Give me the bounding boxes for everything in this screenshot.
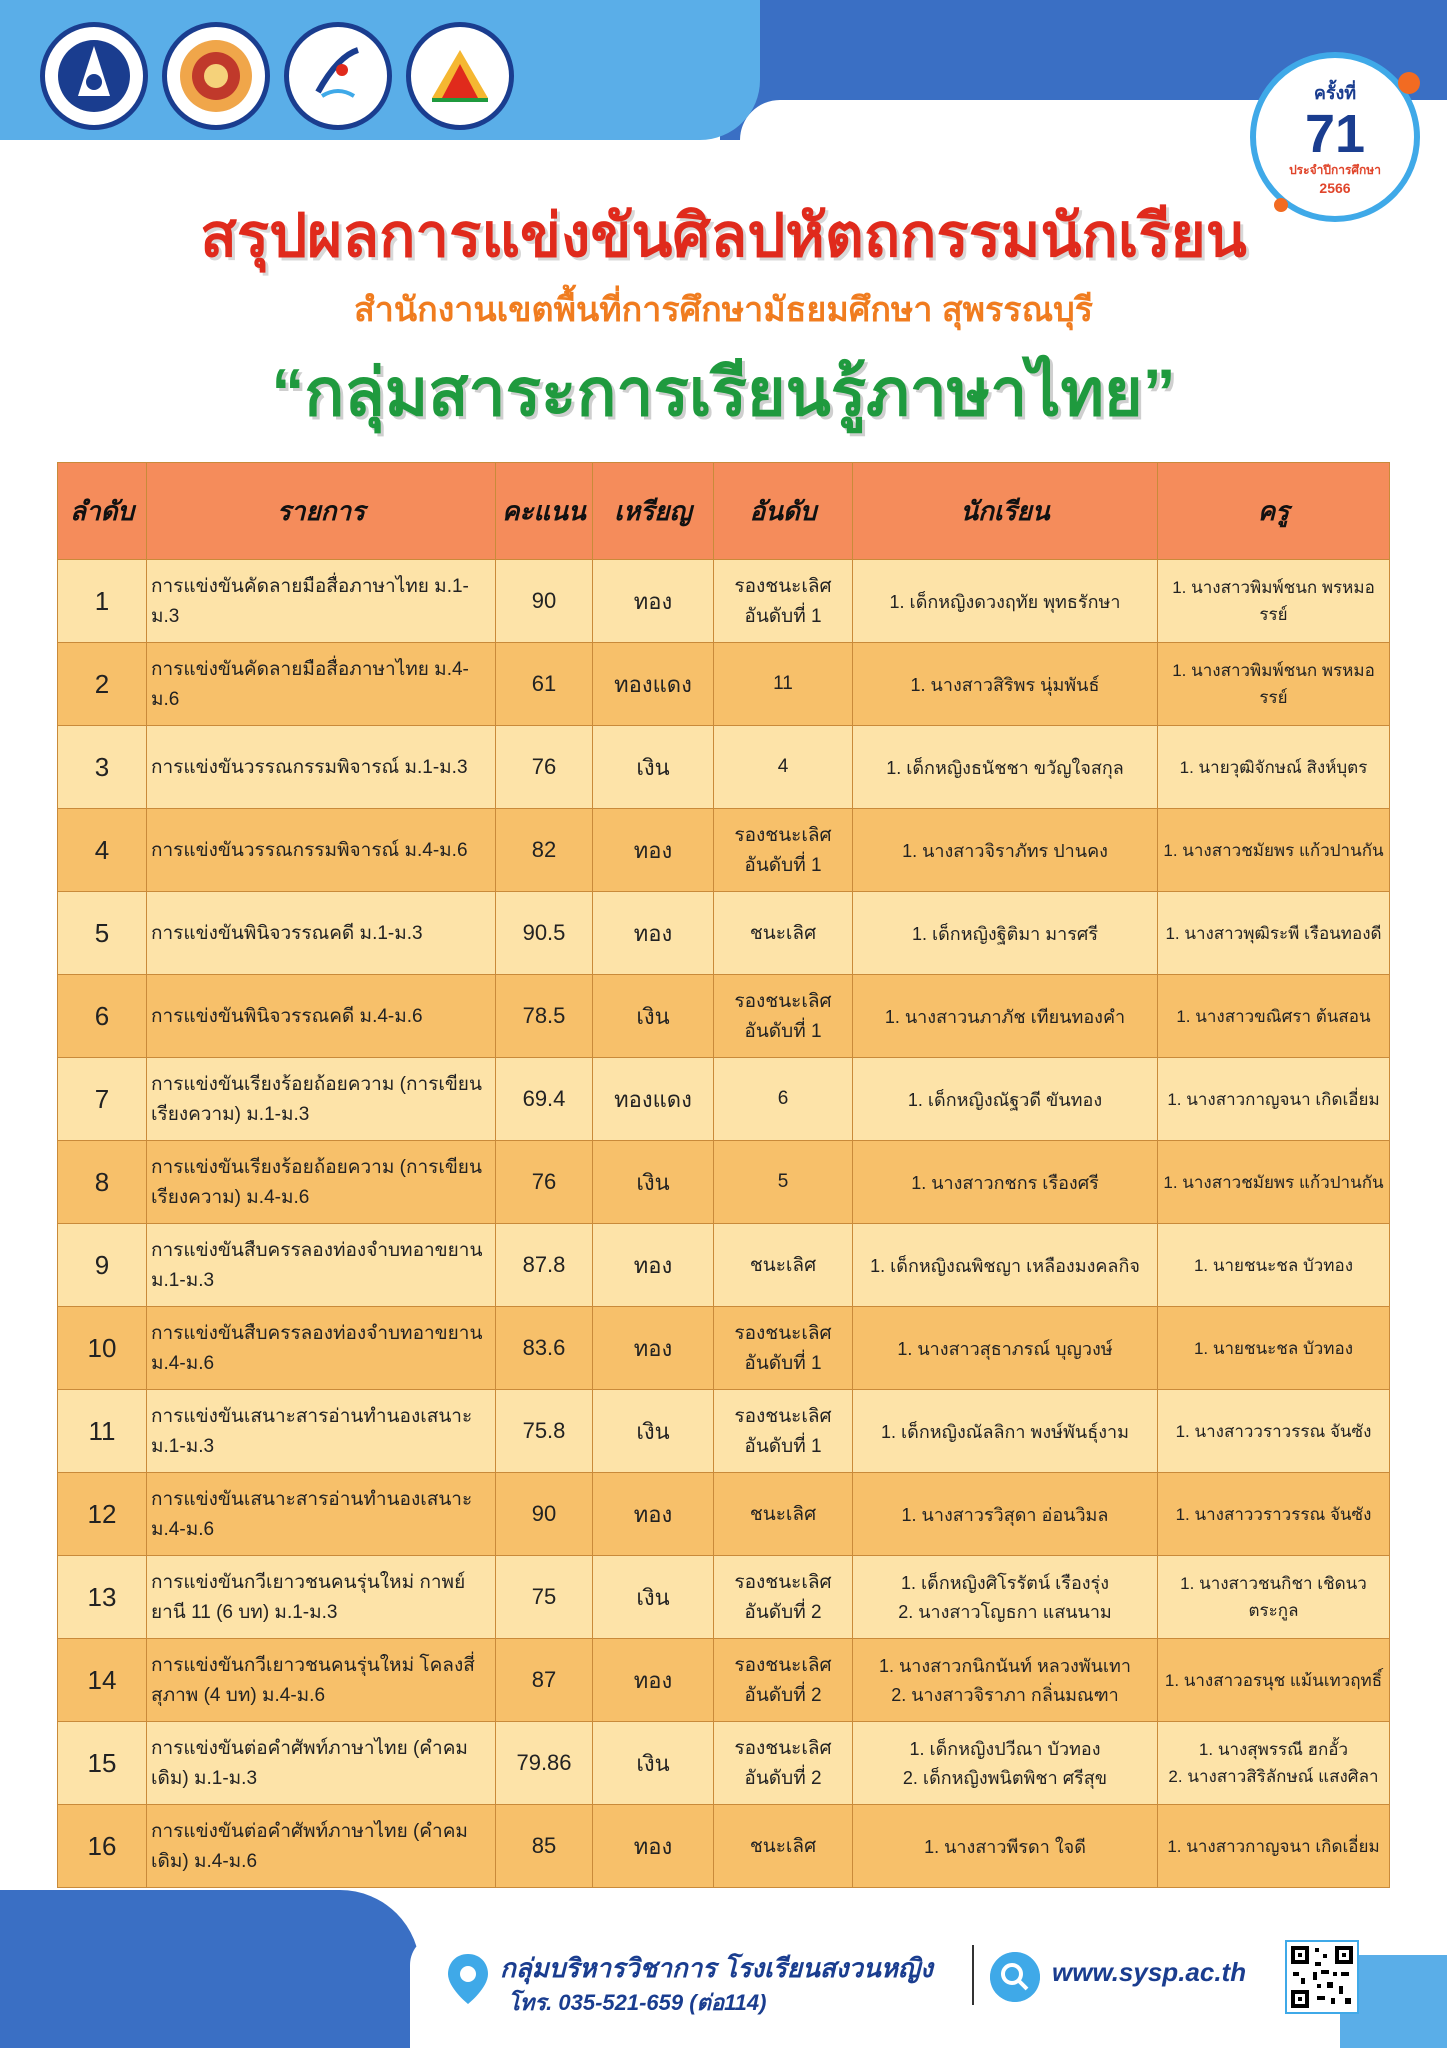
table-header-row [58,463,1390,560]
subject-group-title: “กลุ่มสาระการเรียนรู้ภาษาไทย” [271,355,1176,429]
col-header-medal: เหรียญ [593,463,714,560]
suphanburi-emblem-icon [298,36,378,116]
cell-student [853,1141,1158,1224]
cell-teacher [1158,1722,1390,1805]
cell-medal: เงิน [593,1390,714,1473]
cell-rank-line: รองชนะเลิศ [734,576,832,597]
results-table [57,462,1390,1888]
arts-fair-emblem-icon [420,36,500,116]
cell-teacher-line: 1. นางสาวพุฒิระพี เรือนทองดี [1165,923,1382,943]
cell-student-line: 1. นางสาวสิริพร นุ่มพันธ์ [910,674,1100,695]
col-header-student: นักเรียน [853,463,1158,560]
cell-rank-line: อันดับที่ 2 [744,1768,822,1789]
cell-student-line: 1. นางสาวกนิกนันท์ หลวงพันเทา [878,1656,1132,1676]
footer-telephone: โทร. 035-521-659 (ต่อ114) [508,1990,767,2015]
cell-score: 69.4 [496,1058,593,1141]
cell-teacher-line: 1. นางสาวชมัยพร แก้วปานกัน [1163,840,1384,860]
cell-rank [714,975,853,1058]
cell-teacher-line: 1. นางสาวกาญจนา เกิดเอี่ยม [1167,1836,1380,1856]
cell-teacher-line: 1. นางสาววราวรรณ จันซัง [1175,1504,1372,1524]
cell-medal: เงิน [593,1722,714,1805]
cell-score: 82 [496,809,593,892]
cell-score: 78.5 [496,975,593,1058]
cell-item: การแข่งขันต่อคำศัพท์ภาษาไทย (คำคมเดิม) ม.4-ม.6 [147,1805,496,1888]
cell-score: 75 [496,1556,593,1639]
cell-score: 90 [496,1473,593,1556]
cell-student-line: 1. นางสาวนภาภัช เทียนทองคำ [884,1006,1126,1027]
cell-rank [714,643,853,726]
cell-rank-line: ชนะเลิศ [749,1255,817,1276]
cell-no: 16 [58,1805,147,1888]
footer-website-link[interactable]: www.sysp.ac.th [1052,1957,1247,1987]
cell-rank [714,1805,853,1888]
table-row [58,1473,1390,1556]
cell-rank-line: 5 [777,1171,789,1192]
cell-teacher [1158,560,1390,643]
cell-rank-line: รองชนะเลิศ [734,1572,832,1593]
cell-teacher [1158,1805,1390,1888]
cell-rank-line: อันดับที่ 1 [744,1436,822,1457]
cell-item: การแข่งขันเสนาะสารอ่านทำนองเสนาะ ม.1-ม.3 [147,1390,496,1473]
cell-score: 90 [496,560,593,643]
badge-subtitle: ประจำปีการศึกษา [1289,163,1381,177]
cell-score: 79.86 [496,1722,593,1805]
cell-score: 90.5 [496,892,593,975]
cell-student [853,643,1158,726]
cell-rank-line: รองชนะเลิศ [734,1738,832,1759]
cell-student [853,1722,1158,1805]
cell-item: การแข่งขันเรียงร้อยถ้อยความ (การเขียนเรียงความ) ม.4-ม.6 [147,1141,496,1224]
cell-rank-line: ชนะเลิศ [749,1504,817,1525]
table-row [58,1224,1390,1307]
cell-no: 10 [58,1307,147,1390]
cell-score: 87.8 [496,1224,593,1307]
cell-rank-line: รองชนะเลิศ [734,1323,832,1344]
cell-student-line: 1. เด็กหญิงณัฐวดี ขันทอง [907,1089,1103,1110]
cell-medal: ทอง [593,1473,714,1556]
cell-score: 85 [496,1805,593,1888]
cell-rank-line: 6 [777,1088,789,1109]
cell-medal: ทองแดง [593,643,714,726]
col-header-rank: อันดับ [714,463,853,560]
cell-score: 75.8 [496,1390,593,1473]
cell-student [853,975,1158,1058]
cell-student-line: 1. นางสาวพีรดา ใจดี [924,1836,1086,1857]
table-row [58,1390,1390,1473]
location-pin-icon [440,1950,496,2006]
cell-student [853,892,1158,975]
cell-medal: ทอง [593,1224,714,1307]
table-row [58,726,1390,809]
cell-student-line: 1. เด็กหญิงณพิชญา เหลืองมงคลกิจ [870,1255,1140,1276]
cell-no: 11 [58,1390,147,1473]
cell-no: 9 [58,1224,147,1307]
cell-score: 83.6 [496,1307,593,1390]
cell-no: 2 [58,643,147,726]
cell-student-line: 1. เด็กหญิงณัลลิกา พงษ์พันธุ์งาม [881,1421,1129,1442]
cell-item: การแข่งขันเสนาะสารอ่านทำนองเสนาะ ม.4-ม.6 [147,1473,496,1556]
cell-medal: เงิน [593,726,714,809]
footer-separator [972,1945,974,2005]
cell-student-line: 2. เด็กหญิงพนิตพิชา ศรีสุข [902,1768,1108,1788]
cell-teacher [1158,1224,1390,1307]
cell-rank-line: อันดับที่ 2 [744,1685,822,1706]
cell-no: 14 [58,1639,147,1722]
cell-student-line: 1. นางสาวสุธาภรณ์ บุญวงษ์ [897,1338,1113,1359]
cell-rank-line: อันดับที่ 2 [744,1602,822,1623]
cell-item: การแข่งขันวรรณกรรมพิจารณ์ ม.4-ม.6 [147,809,496,892]
obec-emblem-icon [176,36,256,116]
cell-item: การแข่งขันสืบครรลองท่องจำบทอาขยาน ม.1-ม.3 [147,1224,496,1307]
cell-rank [714,1639,853,1722]
cell-rank [714,1058,853,1141]
cell-student [853,1556,1158,1639]
table-row [58,809,1390,892]
table-row [58,975,1390,1058]
cell-teacher-line: 1. นายวุฒิจักษณ์ สิงห์บุตร [1179,757,1368,777]
cell-teacher [1158,1473,1390,1556]
cell-medal: ทอง [593,892,714,975]
footer-band-left [0,1890,420,2048]
cell-rank [714,1722,853,1805]
cell-rank-line: รองชนะเลิศ [734,1406,832,1427]
cell-rank-line: ชนะเลิศ [749,923,817,944]
footer-organization: กลุ่มบริหารวิชาการ โรงเรียนสงวนหญิง [500,1953,933,1983]
cell-student-line: 1. เด็กหญิงดวงฤทัย พุทธรักษา [889,591,1121,612]
cell-medal: ทอง [593,1639,714,1722]
page-title: สรุปผลการแข่งขันศิลปหัตถกรรมนักเรียน [200,202,1247,269]
cell-student-line: 1. นางสาวรวิสุดา อ่อนวิมล [901,1504,1109,1525]
badge-dot-orange [1398,72,1420,94]
search-icon [990,1952,1040,2002]
cell-teacher-line: 1. นางสาวพิมพ์ชนก พรหมอรรย์ [1172,661,1375,707]
cell-teacher-line: 1. นางสาวชนกิชา เชิดนวตระกูล [1180,1574,1367,1620]
cell-medal: ทอง [593,1805,714,1888]
cell-no: 8 [58,1141,147,1224]
cell-rank [714,892,853,975]
cell-no: 1 [58,560,147,643]
table-row [58,1639,1390,1722]
cell-item: การแข่งขันวรรณกรรมพิจารณ์ ม.1-ม.3 [147,726,496,809]
logo-suphanburi [284,22,392,130]
cell-rank-line: 4 [777,756,789,777]
badge-number: 71 [1304,104,1366,164]
cell-teacher-line: 1. นางสาววราวรรณ จันซัง [1175,1421,1372,1441]
cell-teacher [1158,1556,1390,1639]
cell-teacher [1158,892,1390,975]
cell-student-line: 1. เด็กหญิงศิโรรัตน์ เรืองรุ่ง [900,1573,1110,1593]
cell-student [853,1058,1158,1141]
table-row [58,643,1390,726]
col-header-item: รายการ [147,463,496,560]
cell-item: การแข่งขันพินิจวรรณคดี ม.4-ม.6 [147,975,496,1058]
cell-rank-line: ชนะเลิศ [749,1836,817,1857]
cell-rank [714,1390,853,1473]
cell-student [853,560,1158,643]
cell-teacher [1158,975,1390,1058]
cell-no: 13 [58,1556,147,1639]
col-header-score: คะแนน [496,463,593,560]
cell-student [853,809,1158,892]
cell-student-line: 1. นางสาวกชกร เรืองศรี [911,1172,1099,1193]
cell-student-line: 1. เด็กหญิงฐิติมา มารศรี [911,923,1099,944]
cell-teacher-line: 1. นางสาวชมัยพร แก้วปานกัน [1163,1172,1384,1192]
cell-rank-line: อันดับที่ 1 [744,855,822,876]
cell-item: การแข่งขันพินิจวรรณคดี ม.1-ม.3 [147,892,496,975]
table-row [58,1141,1390,1224]
cell-medal: ทองแดง [593,1058,714,1141]
cell-teacher [1158,726,1390,809]
logo-row [40,22,514,130]
qr-code-icon [1285,1940,1359,2014]
cell-student-line: 2. นางสาวโญธกา แสนนาม [898,1602,1112,1622]
table-row [58,1307,1390,1390]
cell-rank [714,1556,853,1639]
cell-teacher-line: 1. นางสาวขณิศรา ต้นสอน [1176,1006,1371,1026]
cell-no: 12 [58,1473,147,1556]
cell-rank [714,560,853,643]
cell-rank [714,809,853,892]
cell-rank-line: รองชนะเลิศ [734,825,832,846]
cell-item: การแข่งขันกวีเยาวชนคนรุ่นใหม่ กาพย์ยานี 11 (6 บท) ม.1-ม.3 [147,1556,496,1639]
cell-student [853,726,1158,809]
table-row [58,1805,1390,1888]
cell-teacher [1158,1058,1390,1141]
cell-rank [714,1307,853,1390]
cell-score: 76 [496,1141,593,1224]
cell-medal: เงิน [593,1556,714,1639]
cell-rank-line: 11 [773,673,793,694]
table-body [58,560,1390,1888]
cell-teacher-line: 1. นางสาวพิมพ์ชนก พรหมอรรย์ [1172,578,1375,624]
badge-label: ครั้งที่ [1313,83,1357,103]
cell-rank [714,1224,853,1307]
cell-item: การแข่งขันคัดลายมือสื่อภาษาไทย ม.1-ม.3 [147,560,496,643]
cell-item: การแข่งขันต่อคำศัพท์ภาษาไทย (คำคมเดิม) ม.1-ม.3 [147,1722,496,1805]
cell-student [853,1307,1158,1390]
col-header-teacher: ครู [1158,463,1390,560]
cell-student-line: 1. เด็กหญิงธนัชชา ขวัญใจสกุล [886,757,1124,778]
cell-student [853,1473,1158,1556]
cell-student [853,1639,1158,1722]
cell-no: 4 [58,809,147,892]
cell-no: 3 [58,726,147,809]
cell-teacher-line: 2. นางสาวสิริลักษณ์ แสงศิลา [1168,1767,1379,1786]
badge-year: 2566 [1319,180,1351,196]
cell-student-line: 1. เด็กหญิงปวีณา บัวทอง [909,1739,1101,1759]
cell-score: 61 [496,643,593,726]
cell-rank-line: อันดับที่ 1 [744,1353,822,1374]
cell-medal: ทอง [593,809,714,892]
cell-score: 87 [496,1639,593,1722]
school-emblem-icon [54,36,134,116]
cell-rank [714,1141,853,1224]
cell-student [853,1390,1158,1473]
cell-student [853,1224,1158,1307]
cell-student [853,1805,1158,1888]
cell-teacher-line: 1. นายชนะชล บัวทอง [1193,1338,1354,1358]
cell-score: 76 [496,726,593,809]
logo-arts-fair [406,22,514,130]
cell-rank [714,1473,853,1556]
cell-medal: ทอง [593,560,714,643]
cell-teacher-line: 1. นายชนะชล บัวทอง [1193,1255,1354,1275]
page-subtitle: สำนักงานเขตพื้นที่การศึกษามัธยมศึกษา สุพรรณบุรี [354,291,1093,329]
cell-teacher [1158,1141,1390,1224]
cell-no: 5 [58,892,147,975]
cell-item: การแข่งขันกวีเยาวชนคนรุ่นใหม่ โคลงสี่สุภาพ (4 บท) ม.4-ม.6 [147,1639,496,1722]
cell-rank-line: อันดับที่ 1 [744,1021,822,1042]
cell-student-line: 2. นางสาวจิราภา กลิ่นมณฑา [891,1685,1119,1705]
table-row [58,560,1390,643]
cell-item: การแข่งขันสืบครรลองท่องจำบทอาขยาน ม.4-ม.6 [147,1307,496,1390]
cell-teacher-line: 1. นางสาวอรนุช แม้นเทวฤทธิ์ [1164,1670,1383,1690]
cell-teacher-line: 1. นางสุพรรณี ฮกอั้ว [1198,1740,1349,1759]
logo-obec [162,22,270,130]
cell-teacher [1158,1307,1390,1390]
col-header-no: ลำดับ [58,463,147,560]
cell-rank-line: รองชนะเลิศ [734,1655,832,1676]
cell-teacher [1158,809,1390,892]
cell-rank-line: รองชนะเลิศ [734,991,832,1012]
cell-no: 7 [58,1058,147,1141]
logo-school [40,22,148,130]
cell-item: การแข่งขันเรียงร้อยถ้อยความ (การเขียนเรียงความ) ม.1-ม.3 [147,1058,496,1141]
cell-teacher [1158,1639,1390,1722]
cell-teacher [1158,643,1390,726]
cell-teacher-line: 1. นางสาวกาญจนา เกิดเอี่ยม [1167,1089,1380,1109]
cell-no: 6 [58,975,147,1058]
cell-item: การแข่งขันคัดลายมือสื่อภาษาไทย ม.4-ม.6 [147,643,496,726]
cell-medal: ทอง [593,1307,714,1390]
table-row [58,892,1390,975]
table-row [58,1058,1390,1141]
cell-rank [714,726,853,809]
table-row [58,1556,1390,1639]
table-row [58,1722,1390,1805]
cell-teacher [1158,1390,1390,1473]
cell-no: 15 [58,1722,147,1805]
cell-rank-line: อันดับที่ 1 [744,606,822,627]
cell-student-line: 1. นางสาวจิราภัทร ปานคง [902,840,1108,861]
cell-medal: เงิน [593,1141,714,1224]
cell-medal: เงิน [593,975,714,1058]
